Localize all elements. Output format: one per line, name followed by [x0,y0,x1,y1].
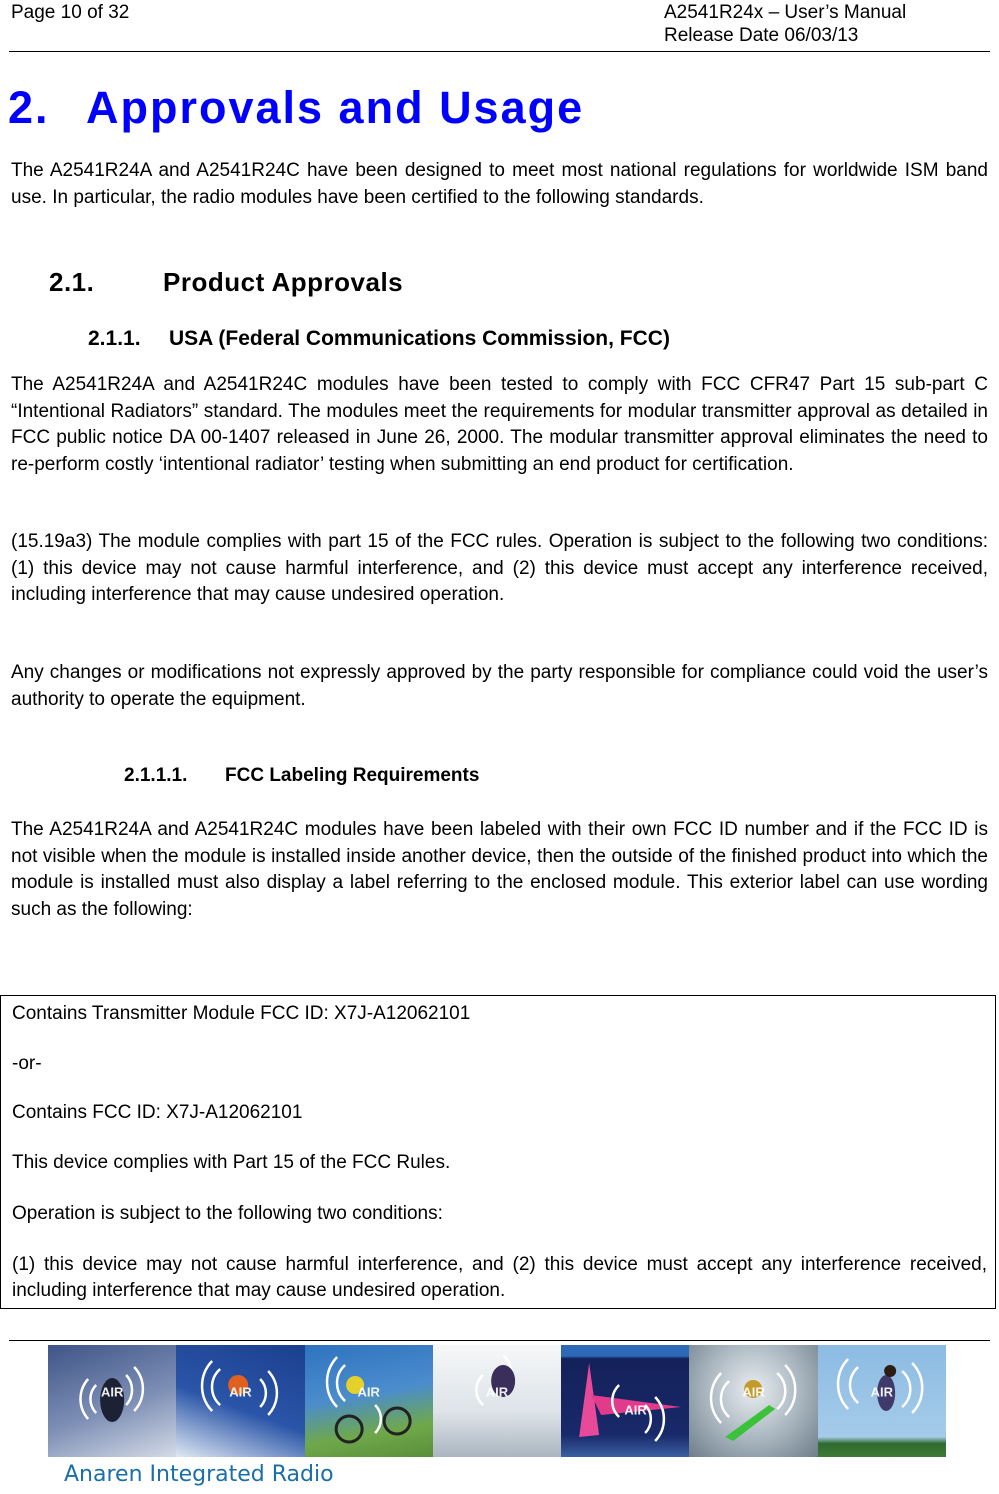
labeling-title: FCC Labeling Requirements [225,765,480,786]
signal-waves-icon [176,1345,304,1457]
document-title: A2541R24x – User’s Manual [664,2,907,23]
brand-name: Anaren Integrated Radio [64,1462,334,1487]
signal-waves-icon [48,1345,176,1457]
signal-waves-icon [689,1345,817,1457]
banner-tile-skier [176,1345,304,1457]
section-heading [8,80,584,136]
label-line-conditions-intro: Operation is subject to the following two conditions: [12,1203,443,1224]
footer-banner [48,1345,946,1457]
signal-waves-icon [433,1345,561,1457]
banner-tile-rollerblader [818,1345,946,1457]
label-line-part15: This device complies with Part 15 of the FCC Rules. [12,1152,451,1173]
air-logo: AIR [624,1402,647,1418]
label-line-module-id: Contains Transmitter Module FCC ID: X7J-A12062101 [12,1003,471,1024]
fcc-compliance-paragraph: The A2541R24A and A2541R24C modules have been tested to comply with FCC CFR47 Part 15 sub-part C “Intentional Radiators” standard. The modules meet the requirements for modular transmitter approval as detailed in FCC public notice DA 00-1407 released in June 26, 2000. The modular transmitter approval eliminates the need to re-perform costly ‘intentional radiator’ testing when submitting an end product for certification. [11,374,988,475]
label-line-conditions: (1) this device may not cause harmful interference, and (2) this device must accept any interference received, including interference that may cause undesired operation. [12,1254,987,1301]
intro-paragraph: The A2541R24A and A2541R24C have been designed to meet most national regulations for worldwide ISM band use. In particular, the radio modules have been certified to the following standards. [11,160,988,208]
section-number: 2. [8,82,50,133]
labeling-number: 2.1.1.1. [124,765,188,786]
air-logo: AIR [357,1384,380,1400]
fcc-label-box [0,995,996,1309]
signal-waves-icon [305,1345,433,1457]
air-logo: AIR [485,1384,509,1400]
page-number: Page 10 of 32 [11,2,130,23]
release-date: Release Date 06/03/13 [664,25,859,46]
air-logo: AIR [229,1384,252,1400]
fcc-rule-paragraph: (15.19a3) The module complies with part 15 of the FCC rules. Operation is subject to the following two conditions: (1) this device may not cause harmful interference, and (2) this device must accept any interference received, including interference that may cause undesired operation. [11,531,988,605]
label-line-fcc-id: Contains FCC ID: X7J-A12062101 [12,1102,303,1123]
banner-tile-snowboarder [433,1345,561,1457]
air-logo: AIR [100,1384,124,1400]
labeling-heading [124,764,479,788]
air-logo: AIR [870,1384,894,1400]
subsubsection-heading [88,326,670,352]
signal-waves-icon [561,1345,689,1457]
labeling-paragraph: The A2541R24A and A2541R24C modules have been labeled with their own FCC ID number and if the FCC ID is not visible when the module is installed inside another device, then the outside of the finished product into which the module is installed must also display a label referring to the enclosed module. This exterior label can use wording such as the following: [11,819,988,920]
label-line-or: -or- [12,1053,42,1074]
banner-tile-kayaker [689,1345,817,1457]
modifications-paragraph: Any changes or modifications not expressly approved by the party responsible for compliance could void the user’s authority to operate the equipment. [11,662,988,710]
subsubsection-number: 2.1.1. [88,327,141,350]
subsubsection-title: USA (Federal Communications Commission, FCC) [169,327,670,350]
banner-tile-windsurfer [561,1345,689,1457]
air-logo: AIR [742,1384,765,1400]
footer-divider [9,1340,990,1341]
banner-tile-mountain-biker [305,1345,433,1457]
signal-waves-icon [818,1345,946,1457]
banner-tile-skateboarder [48,1345,176,1457]
subsection-title: Product Approvals [163,267,404,297]
subsection-number: 2.1. [49,267,95,297]
subsection-heading [49,267,403,297]
section-title: Approvals and Usage [86,82,585,133]
header-divider [9,51,990,52]
